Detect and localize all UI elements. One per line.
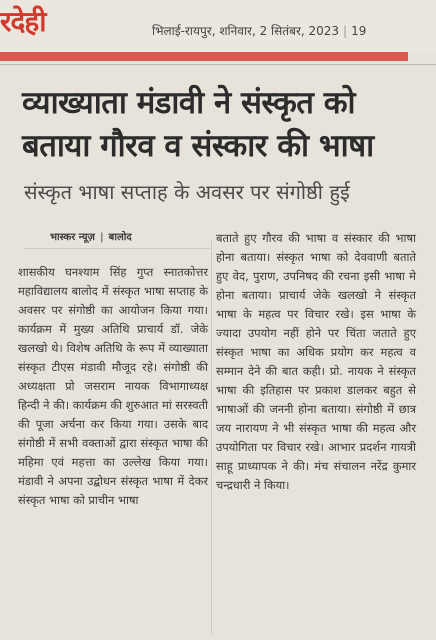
date-city: भिलाई-रायपुर, शनिवार, 2 सितंबर, 2023 (152, 24, 340, 38)
article-headline: व्याख्याता मंडावी ने संस्कृत को बताया गौरव व संस्कार की भाषा (22, 85, 374, 164)
dateline (152, 22, 366, 39)
byline-source: भास्कर न्यूज़ (50, 232, 95, 243)
column-divider (211, 240, 212, 635)
page-number: 19 (351, 24, 367, 38)
dateline-separator: | (343, 24, 348, 38)
byline-separator: | (96, 232, 107, 243)
red-rule (0, 52, 408, 61)
byline (50, 229, 132, 243)
byline-rule (24, 248, 210, 249)
masthead (0, 0, 436, 52)
byline-place: बालोद (108, 232, 132, 243)
newspaper-brand: रदेही (0, 5, 46, 38)
thin-rule (0, 64, 436, 65)
article-column-2: बताते हुए गौरव की भाषा व संस्कार की भाषा होना बताया। संस्कृत भाषा को देववाणी बताते हुए वेद, पुराण, उपनिषद की रचना इसी भाषा मे होना बताया। प्राचार्य जेके खलखो ने संस्कृत भाषा के महत्व पर विचार रखे। इस भाषा के ज्यादा उपयोग नहीं होने पर चिंता जताते हुए संस्कृत भाषा का अधिक प्रयोग कर महत्व व सम्मान देने की बात कही। प्रो. नायक ने संस्कृत भाषा की इतिहास पर प्रकाश डालकर बहुत से भाषाओं की जननी होना बताया। संगोष्ठी में छात्र जय नारायण ने भी संस्कृत भाषा की महत्व और उपयोगिता पर विचार रखे। आभार प्रदर्शन गायत्री साहू प्राध्यापक ने की। मंच संचालन नरेंद्र कुमार चन्द्रधारी ने किया। (216, 231, 416, 492)
article-subheadline: संस्कृत भाषा सप्ताह के अवसर पर संगोष्ठी हुई (24, 180, 350, 204)
article-column-1: शासकीय घनश्याम सिंह गुप्त स्नातकोत्तर महाविद्यालय बालोद में संस्कृत भाषा सप्ताह के अवसर पर संगोष्ठी का आयोजन किया गया। कार्यक्रम में मुख्य अतिथि प्राचार्य डॉ. जेके खलखो थे। विशेष अतिथि के रूप में व्याख्याता संस्कृत टीएस मंडावी मौजूद रहे। संगोष्ठी की अध्यक्षता प्रो जसराम नायक विभागाध्यक्ष हिन्दी ने की। कार्यक्रम की शुरुआत मां सरस्वती की पूजा अर्चना कर किया गया। उसके बाद संगोष्ठी में सभी वक्ताओं द्वारा संस्कृत भाषा की महिमा एवं महत्ता का उल्लेख किया गया। मंडावी ने अपना उद्बोधन संस्कृत भाषा में देकर संस्कृत भाषा को प्राचीन भाषा (18, 265, 208, 507)
